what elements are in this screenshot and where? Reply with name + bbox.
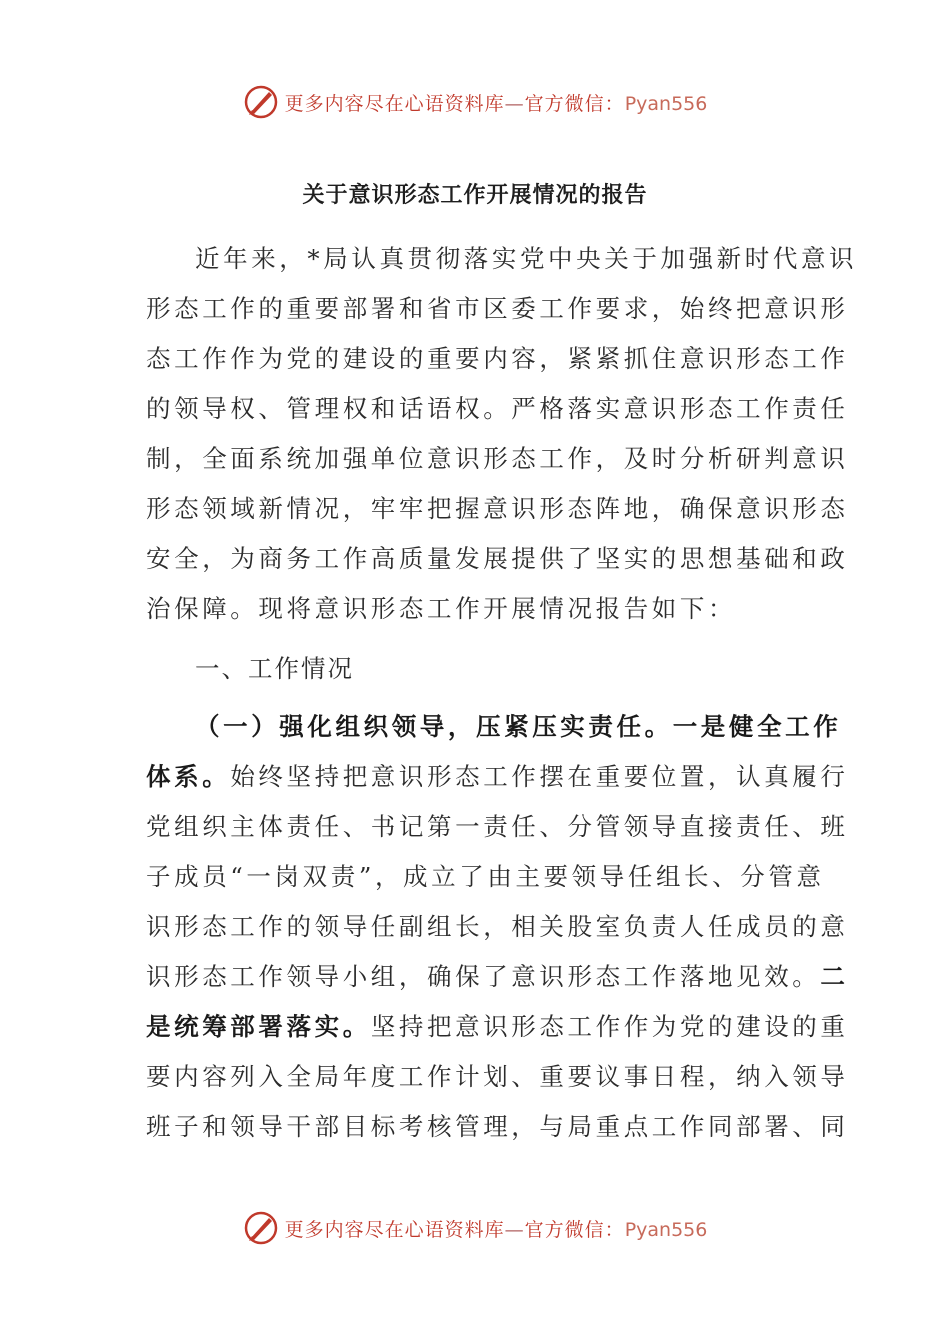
quill-logo-icon bbox=[243, 1210, 279, 1246]
body-line bbox=[146, 952, 849, 1002]
watermark-id: Pyan556 bbox=[624, 1218, 708, 1241]
body-line bbox=[146, 1002, 849, 1052]
body-text: 识形态工作领导小组，确保了意识形态工作落地见效。 bbox=[146, 962, 821, 991]
watermark-site: 更多内容尽在心语资料库 bbox=[284, 92, 505, 115]
body-line bbox=[146, 752, 849, 802]
watermark-dash: — bbox=[504, 92, 525, 115]
body-text: 坚持把意识形态工作作为党的建设的重 bbox=[370, 1012, 849, 1041]
watermark-site: 更多内容尽在心语资料库 bbox=[284, 1218, 505, 1241]
subsection-heading: （一）强化组织领导，压紧压实责任。 bbox=[195, 712, 673, 741]
body-line: 形态工作的重要部署和省市区委工作要求，始终把意识形 bbox=[146, 294, 849, 323]
body-line: 形态领域新情况，牢牢把握意识形态阵地，确保意识形态 bbox=[146, 494, 849, 523]
section-heading: 一、工作情况 bbox=[195, 654, 354, 683]
quill-logo-icon bbox=[243, 84, 279, 120]
document-title: 关于意识形态工作开展情况的报告 bbox=[302, 182, 648, 208]
body-line: 治保障。现将意识形态工作开展情况报告如下： bbox=[146, 594, 737, 623]
body-line: 安全，为商务工作高质量发展提供了坚实的思想基础和政 bbox=[146, 544, 849, 573]
body-text: 始终坚持把意识形态工作摆在重要位置，认真履行 bbox=[230, 762, 849, 791]
watermark-header bbox=[0, 84, 950, 120]
body-line: 党组织主体责任、书记第一责任、分管领导直接责任、班 bbox=[146, 812, 849, 841]
watermark-text bbox=[285, 1215, 708, 1242]
body-line: 子成员“一岗双责”，成立了由主要领导任组长、分管意 bbox=[146, 862, 825, 891]
body-line: 态工作作为党的建设的重要内容，紧紧抓住意识形态工作 bbox=[146, 344, 849, 373]
body-line: 班子和领导干部目标考核管理，与局重点工作同部署、同 bbox=[146, 1112, 849, 1141]
watermark-footer bbox=[0, 1210, 950, 1246]
subsection-line bbox=[146, 702, 842, 752]
body-line: 要内容列入全局年度工作计划、重要议事日程，纳入领导 bbox=[146, 1062, 849, 1091]
point-1-title-part-a: 一是健全工作 bbox=[672, 712, 842, 741]
body-line: 识形态工作的领导任副组长，相关股室负责人任成员的意 bbox=[146, 912, 849, 941]
point-2-title-part-b: 是统筹部署落实。 bbox=[146, 1012, 371, 1041]
point-2-title-part-a: 二 bbox=[820, 962, 849, 991]
watermark-id: Pyan556 bbox=[624, 92, 708, 115]
watermark-label: 官方微信： bbox=[524, 1218, 625, 1241]
watermark-label: 官方微信： bbox=[524, 92, 625, 115]
body-line: 的领导权、管理权和话语权。严格落实意识形态工作责任 bbox=[146, 394, 849, 423]
body-line: 近年来，*局认真贯彻落实党中央关于加强新时代意识 bbox=[195, 244, 858, 273]
body-line: 制，全面系统加强单位意识形态工作，及时分析研判意识 bbox=[146, 444, 849, 473]
document-body bbox=[146, 234, 858, 1152]
watermark-text bbox=[285, 89, 708, 116]
watermark-dash: — bbox=[504, 1218, 525, 1241]
point-1-title-part-b: 体系。 bbox=[146, 762, 231, 791]
